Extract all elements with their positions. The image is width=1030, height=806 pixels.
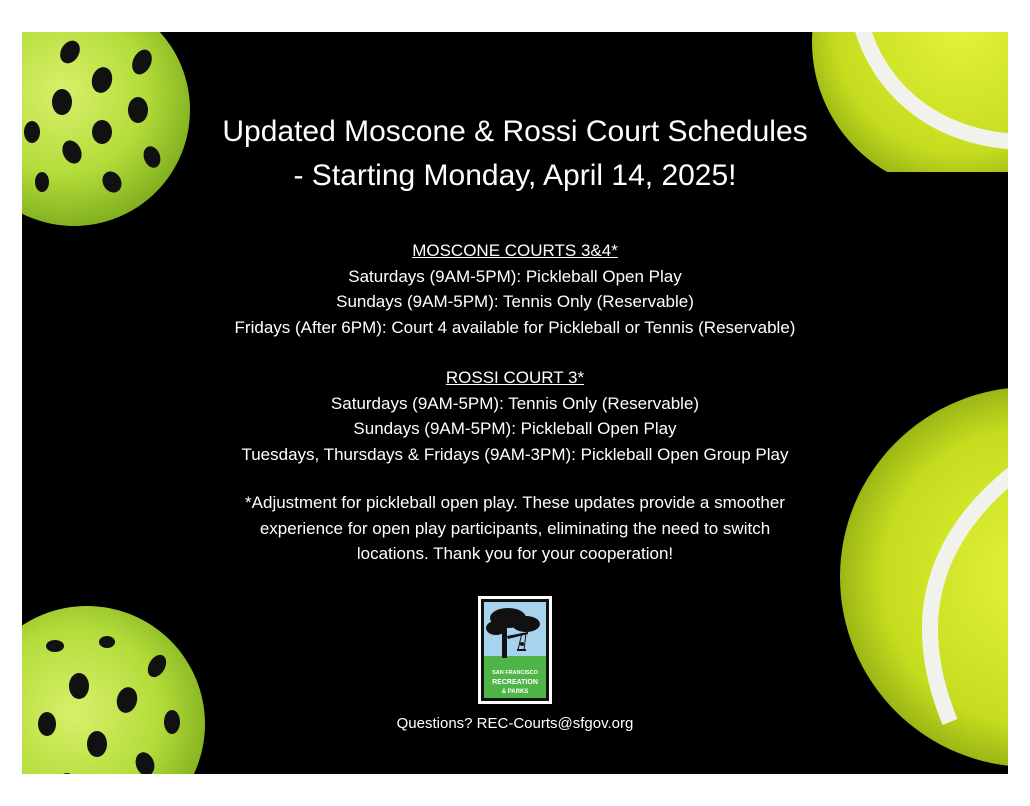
- rossi-line-sunday: Sundays (9AM-5PM): Pickleball Open Play: [353, 419, 677, 438]
- logo-line-1: SAN FRANCISCO: [492, 670, 538, 676]
- poster: [22, 32, 1008, 774]
- logo-line-3: & PARKS: [501, 689, 529, 695]
- pickleball-bottom-left-icon: [22, 604, 207, 774]
- note-line-2: experience for open play participants, eliminating the need to switch: [259, 518, 771, 538]
- title-line-2: - Starting Monday, April 14, 2025!: [293, 159, 737, 192]
- note-line-3: locations. Thank you for your cooperation!: [356, 544, 674, 563]
- moscone-schedule: [22, 238, 1008, 340]
- moscone-line-saturday: Saturdays (9AM-5PM): Pickleball Open Play: [348, 266, 682, 286]
- rossi-heading: ROSSI COURT 3*: [445, 368, 585, 387]
- questions-contact: Questions? REC-Courts@sfgov.org: [396, 715, 634, 732]
- moscone-heading: MOSCONE COURTS 3&4*: [412, 241, 618, 260]
- moscone-line-sunday: Sundays (9AM-5PM): Tennis Only (Reservable): [336, 292, 694, 311]
- rossi-line-weekday: Tuesdays, Thursdays & Fridays (9AM-3PM): Pickleball Open Group Play: [241, 444, 789, 464]
- note-line-1: *Adjustment for pickleball open play. These updates provide a smoother: [245, 493, 785, 512]
- rossi-line-saturday: Saturdays (9AM-5PM): Tennis Only (Reservable): [330, 393, 700, 413]
- adjustment-note: [172, 490, 858, 567]
- logo-line-2: RECREATION: [492, 679, 538, 686]
- sf-rec-parks-logo: [478, 596, 552, 704]
- moscone-line-friday: Fridays (After 6PM): Court 4 available for Pickleball or Tennis (Reservable): [234, 317, 796, 337]
- title-line-1: Updated Moscone & Rossi Court Schedules: [222, 115, 808, 148]
- rossi-schedule: [22, 365, 1008, 467]
